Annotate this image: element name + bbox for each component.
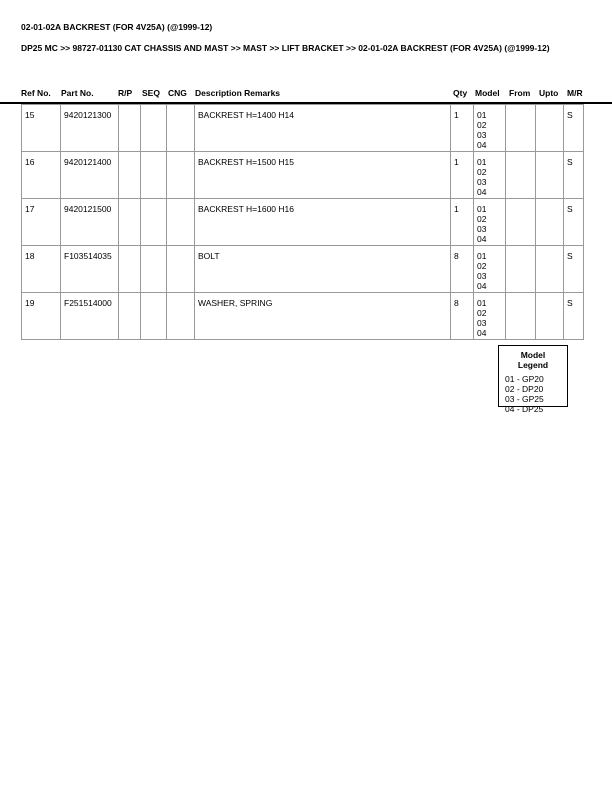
mr-cell: S [564,105,584,152]
cng-cell [167,105,195,152]
model-code: 04 [477,187,487,197]
description-cell: WASHER, SPRING [195,293,451,340]
mr-cell: S [564,199,584,246]
col-header-rp: R/P [118,88,133,98]
qty-cell: 8 [451,246,474,293]
rp-cell [119,246,141,293]
col-header-cng: CNG [168,88,187,98]
rp-cell [119,152,141,199]
model-cell [474,293,506,340]
legend-item: 04 - DP25 [505,404,544,414]
model-code: 02 [477,308,487,318]
cng-cell [167,152,195,199]
breadcrumb: DP25 MC >> 98727-01130 CAT CHASSIS AND MAST >> MAST >> LIFT BRACKET >> 02-01-02A BACKREST (FOR 4V25A) (@1999-12) [21,43,550,53]
upto-cell [536,152,564,199]
mr-cell: S [564,152,584,199]
table-row[interactable] [22,152,584,199]
from-cell [506,199,536,246]
description-cell: BOLT [195,246,451,293]
seq-cell [141,199,167,246]
col-header-upto: Upto [539,88,559,98]
description-cell: BACKREST H=1500 H15 [195,152,451,199]
model-cell [474,105,506,152]
table-row[interactable] [22,293,584,340]
model-code: 03 [477,130,487,140]
model-code: 03 [477,177,487,187]
rp-cell [119,199,141,246]
part-no-cell: F251514000 [61,293,119,340]
model-code: 01 [477,157,487,167]
model-code: 02 [477,120,487,130]
col-header-from: From [509,88,531,98]
model-code: 04 [477,140,487,150]
col-header-part-no: Part No. [61,88,94,98]
table-row[interactable] [22,199,584,246]
ref-no-cell: 15 [22,105,61,152]
col-header-ref-no: Ref No. [21,88,51,98]
model-code: 03 [477,224,487,234]
rp-cell [119,105,141,152]
from-cell [506,105,536,152]
col-header-qty: Qty [453,88,468,98]
col-header-description: Description Remarks [195,88,281,98]
part-no-cell: 9420121300 [61,105,119,152]
col-header-mr: M/R [567,88,583,98]
model-code: 03 [477,271,487,281]
ref-no-cell: 16 [22,152,61,199]
model-code: 04 [477,328,487,338]
model-legend [498,345,568,414]
seq-cell [141,105,167,152]
ref-no-cell: 18 [22,246,61,293]
qty-cell: 8 [451,293,474,340]
model-code: 01 [477,298,487,308]
upto-cell [536,199,564,246]
model-code: 02 [477,167,487,177]
description-cell: BACKREST H=1400 H14 [195,105,451,152]
table-row[interactable] [22,105,584,152]
model-code: 04 [477,281,487,291]
legend-item: 01 - GP20 [505,374,544,384]
seq-cell [141,152,167,199]
model-legend-title: Model Legend [517,350,549,370]
part-no-cell: 9420121500 [61,199,119,246]
mr-cell: S [564,293,584,340]
model-code: 04 [477,234,487,244]
model-code: 01 [477,251,487,261]
model-code: 01 [477,110,487,120]
cng-cell [167,246,195,293]
seq-cell [141,246,167,293]
mr-cell: S [564,246,584,293]
model-cell [474,199,506,246]
from-cell [506,152,536,199]
model-code: 03 [477,318,487,328]
page-title: 02-01-02A BACKREST (FOR 4V25A) (@1999-12) [21,22,213,32]
legend-item: 02 - DP20 [505,384,544,394]
col-header-seq: SEQ [142,88,160,98]
qty-cell: 1 [451,152,474,199]
from-cell [506,293,536,340]
upto-cell [536,293,564,340]
table-row[interactable] [22,246,584,293]
part-no-cell: 9420121400 [61,152,119,199]
qty-cell: 1 [451,105,474,152]
part-no-cell: F103514035 [61,246,119,293]
qty-cell: 1 [451,199,474,246]
cng-cell [167,199,195,246]
cng-cell [167,293,195,340]
upto-cell [536,246,564,293]
col-header-model: Model [475,88,500,98]
model-cell [474,246,506,293]
model-cell [474,152,506,199]
parts-table [21,104,584,340]
upto-cell [536,105,564,152]
ref-no-cell: 17 [22,199,61,246]
model-code: 02 [477,261,487,271]
from-cell [506,246,536,293]
description-cell: BACKREST H=1600 H16 [195,199,451,246]
rp-cell [119,293,141,340]
model-code: 01 [477,204,487,214]
ref-no-cell: 19 [22,293,61,340]
model-code: 02 [477,214,487,224]
seq-cell [141,293,167,340]
legend-item: 03 - GP25 [505,394,544,404]
